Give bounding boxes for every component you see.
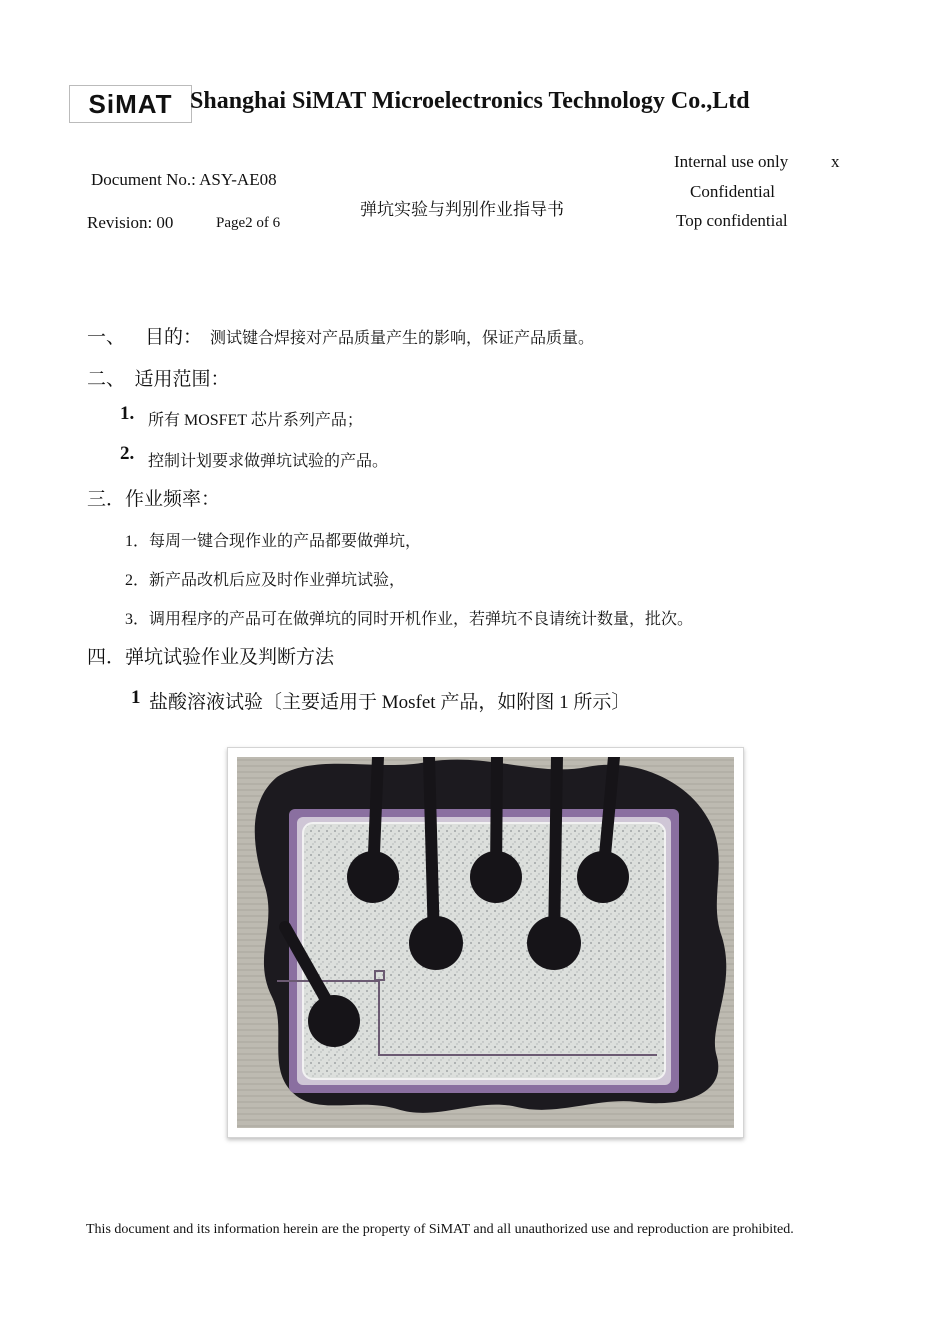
chip-micrograph-image <box>237 757 734 1128</box>
document-number: Document No.: ASY-AE08 <box>91 170 277 189</box>
class-confidential: Confidential <box>690 182 775 201</box>
chip-micrograph-figure <box>227 747 744 1138</box>
section-3-item-1: 1．每周一键合现作业的产品都要做弹坑， <box>125 533 422 550</box>
revision: Revision: 00 <box>87 213 174 232</box>
section-3-heading: 三．作业频率： <box>87 489 221 510</box>
company-name: Shanghai SiMAT Microelectronics Technology Co.,Ltd <box>190 88 750 114</box>
section-1-label: 目的： <box>145 327 203 348</box>
section-3-item-2: 2．新产品改机后应及时作业弹坑试验， <box>125 572 406 589</box>
section-2-item-1-number: 1. <box>120 403 135 424</box>
section-4-sub-number: 1 <box>131 687 141 708</box>
logo-text: SiMAT <box>88 88 173 119</box>
section-2-heading: 二、 适用范围： <box>87 369 230 390</box>
class-internal: Internal use only <box>674 152 789 171</box>
section-2-item-2-number: 2. <box>120 443 135 464</box>
section-2-item-2: 控制计划要求做弹坑试验的产品。 <box>148 453 389 470</box>
section-3-item-3: 3．调用程序的产品可在做弹坑的同时开机作业，若弹坑不良请统计数量，批次。 <box>125 611 694 628</box>
section-4-sub-text: 盐酸溶液试验〔主要适用于 Mosfet 产品，如附图 1 所示〕 <box>149 692 631 713</box>
document-title: 弹坑实验与判别作业指导书 <box>360 200 564 220</box>
section-2-item-1: 所有 MOSFET 芯片系列产品； <box>148 412 363 429</box>
page-number: Page2 of 6 <box>216 215 281 231</box>
class-top-confidential: Top confidential <box>676 211 788 230</box>
footer-disclaimer: This document and its information herein are the property of SiMAT and all unauthorized use and reproduction are prohibited. <box>86 1222 794 1237</box>
section-1-number: 一、 <box>87 327 126 348</box>
section-1-text: 测试键合焊接对产品质量产生的影响，保证产品质量。 <box>210 330 595 347</box>
section-4-heading: 四．弹坑试验作业及判断方法 <box>87 647 335 668</box>
simat-logo <box>69 85 192 123</box>
selected-class-mark: x <box>831 152 840 171</box>
